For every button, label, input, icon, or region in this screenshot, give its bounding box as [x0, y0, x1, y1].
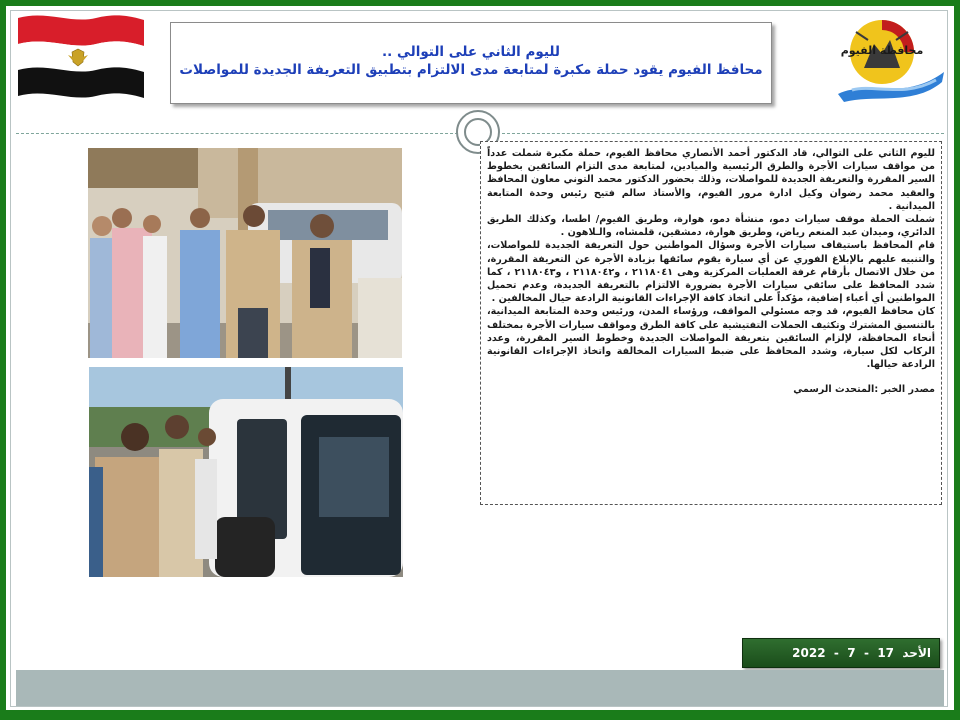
headline-line-2: محافظ الفيوم يقود حملة مكبرة لمتابعة مدى الالتزام بتطبيق التعريفة الجديدة للمواصلات — [179, 62, 763, 78]
article-source: مصدر الخبر :المتحدث الرسمي — [793, 384, 935, 396]
news-photo-inspection-1 — [88, 148, 402, 358]
logo-text: محافظة الفيوم — [840, 44, 924, 57]
article-paragraph: كان محافظ الفيوم، قد وجه مسئولي المواقف، ورؤساء المدن، ورئيس وحدة المتابعة الميدانية، بالتنسيق المشترك وتكثيف الحملات التفتيشية على كافة الطرق ومواقف سيارات الأجرة بمختلف أنحاء المحافظة، لإلزام السائقين بتعريفة المواصلات الجديدة وخطوط السير المقررة، وعدد الركاب لكل سيارة، وشدد المحافظ على ضبط السيارات المخالفة واتخاذ الإجراءات القانونية الرادعة حيالها. — [487, 306, 935, 371]
date-badge: الأحد 17 - 7 - 2022 — [742, 638, 940, 668]
news-photo-inspection-2 — [89, 367, 403, 577]
fayoum-governorate-logo — [834, 10, 946, 106]
separator-right — [502, 133, 944, 134]
headline-box — [170, 22, 772, 104]
article-text-box — [480, 141, 942, 505]
frame-bottom-border — [0, 710, 960, 720]
bottom-bar — [16, 670, 944, 706]
frame-left-border — [0, 0, 6, 720]
egypt-flag-icon — [16, 10, 146, 102]
frame-right-border — [954, 0, 960, 720]
article-paragraph: شملت الحملة موقف سيارات دمو، منشأة دمو، هوارة، وطريق الفيوم/ اطسا، وكذلك الطريق الدائري، وميدان عبد المنعم رياض، وطريق هوارة، دمشقين، قلمشاه، والـلاهون . — [487, 214, 935, 239]
frame-top-border — [0, 0, 960, 6]
headline-line-1: لليوم الثاني على التوالي .. — [382, 44, 560, 60]
article-paragraph: قام المحافظ باستيقاف سيارات الأجرة وسؤال المواطنين حول التعريفة الجديدة للمواصلات، والتنبيه عليهم بالإبلاغ الفوري عن أي سيارة يقوم سائقها بزيادة الأجرة عن التعريفة المقررة، من خلال الاتصال بأرقام غرفة العمليات المركزية وهى ٢١١٨٠٤١ ، و٢١١٨٠٤٢ ، و٢١١٨٠٤٣ ، كما شدد المحافظ على سائقي سيارات الأجرة بضرورة الالتزام بالتعريفة الجديدة، وعدم تحميل المواطنين أي أعباء إضافية، مؤكداً على اتخاذ كافة الإجراءات القانونية الرادعة حيال المخالفين . — [487, 240, 935, 305]
article-paragraph: لليوم الثاني على التوالي، قاد الدكتور أحمد الأنصاري محافظ الفيوم، حملة مكبرة شملت عدداً من مواقف سيارات الأجرة والطرق الرئيسية والميادين، لمتابعة مدى التزام السائقين بخطوط السير المقررة والتعريفة الجديدة للمواصلات، وذلك بحضور الدكتور محمد التوني معاون المحافظ والعقيد محمد رضوان وكيل ادارة مرور الفيوم، والأستاذ سالم فتيح رئيس وحدة المتابعة الميدانية . — [487, 148, 935, 212]
separator-left — [16, 133, 458, 134]
